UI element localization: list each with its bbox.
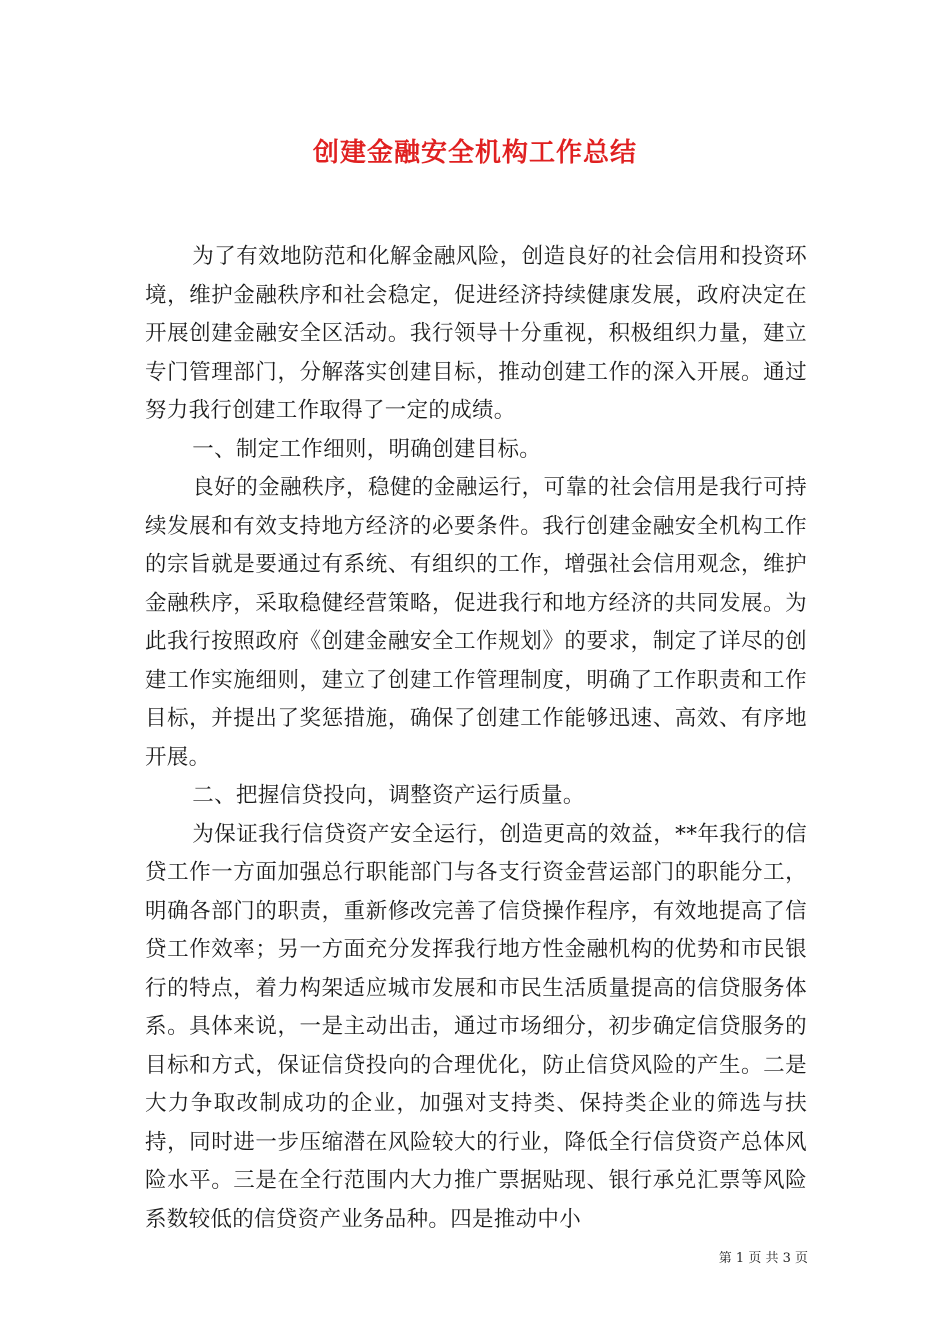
section-heading-2: 二、把握信贷投向，调整资产运行质量。 — [192, 783, 585, 808]
page-number: 第 1 页 共 3 页 — [718, 1251, 808, 1266]
paragraph-intro: 为了有效地防范和化解金融风险，创造良好的社会信用和投资环境，维护金融秩序和社会稳定，促进经济持续健康发展，政府决定在开展创建金融安全区活动。我行领导十分重视，积极组织力量，建立专门管理部门，分解落实创建目标，推动创建工作的深入开展。通过努力我行创建工作取得了一定的成绩。 — [145, 244, 807, 423]
document-body — [145, 238, 807, 1239]
paragraph-section-1: 良好的金融秩序，稳健的金融运行，可靠的社会信用是我行可持续发展和有效支持地方经济的必要条件。我行创建金融安全机构工作的宗旨就是要通过有系统、有组织的工作，增强社会信用观念，维护金融秩序，采取稳健经营策略，促进我行和地方经济的共同发展。为此我行按照政府《创建金融安全工作规划》的要求，制定了详尽的创建工作实施细则，建立了创建工作管理制度，明确了工作职责和工作目标，并提出了奖惩措施，确保了创建工作能够迅速、高效、有序地开展。 — [145, 475, 807, 770]
paragraph-section-2: 为保证我行信贷资产安全运行，创造更高的效益，**年我行的信贷工作一方面加强总行职能部门与各支行资金营运部门的职能分工，明确各部门的职责，重新修改完善了信贷操作程序，有效地提高了信贷工作效率；另一方面充分发挥我行地方性金融机构的优势和市民银行的特点，着力构架适应城市发展和市民生活质量提高的信贷服务体系。具体来说，一是主动出击，通过市场细分，初步确定信贷服务的目标和方式，保证信贷投向的合理优化，防止信贷风险的产生。二是大力争取改制成功的企业，加强对支持类、保持类企业的筛选与扶持，同时进一步压缩潜在风险较大的行业，降低全行信贷资产总体风险水平。三是在全行范围内大力推广票据贴现、银行承兑汇票等风险系数较低的信贷资产业务品种。四是推动中小 — [145, 821, 807, 1232]
section-heading-1: 一、制定工作细则，明确创建目标。 — [192, 436, 542, 462]
document-title: 创建金融安全机构工作总结 — [312, 138, 637, 168]
